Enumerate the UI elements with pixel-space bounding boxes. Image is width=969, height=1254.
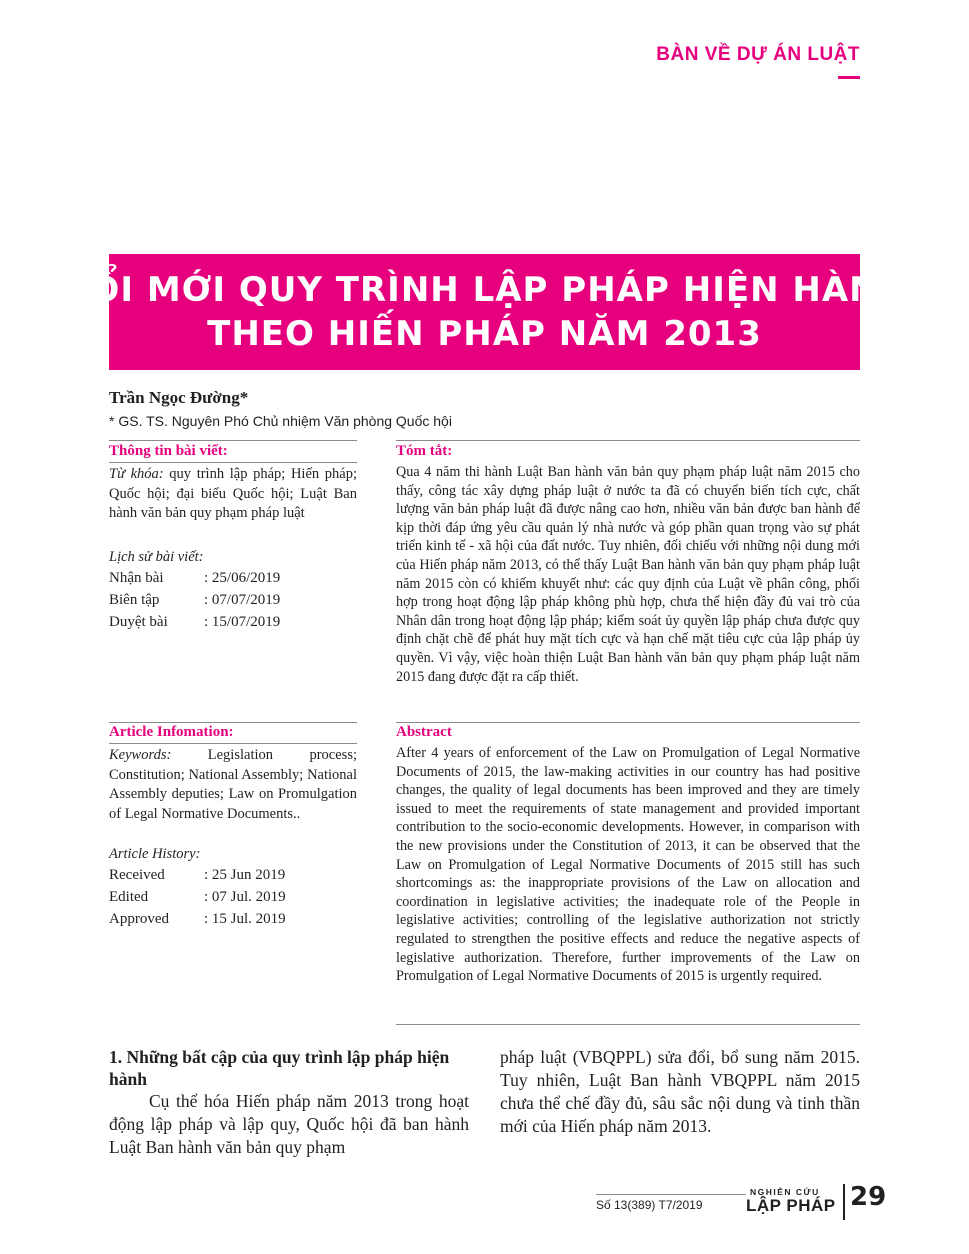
footer-divider [843,1184,845,1220]
divider [109,462,357,463]
page-number: 29 [850,1182,887,1212]
history-row [109,864,357,886]
article-title-line-1: ĐỔI MỚI QUY TRÌNH LẬP PHÁP HIỆN HÀNH [60,270,909,310]
history-row [109,886,357,908]
en-info-heading: Article Infomation: [109,724,234,740]
footer-rule [596,1194,746,1195]
en-history-label: Article History: [109,846,201,862]
en-keywords [109,746,357,824]
en-abstract-heading: Abstract [396,724,452,740]
history-label: Nhận bài [109,570,164,586]
history-label: Edited [109,889,149,905]
issue-number: Số 13(389) T7/2019 [596,1198,703,1212]
vi-keywords-text: quy trình lập pháp; Hiến pháp; Quốc hội; đại biểu Quốc hội; Luật Ban hành văn bản quy phạm pháp luật [109,466,357,521]
body-paragraph-left: Cụ thể hóa Hiến pháp năm 2013 trong hoạt động lập pháp và lập quy, Quốc hội đã ban hành Luật Ban hành văn bản quy phạm [109,1091,469,1157]
journal-logo: LẬP PHÁP [746,1196,836,1215]
history-value: : 07/07/2019 [204,592,281,608]
en-abstract-text: After 4 years of enforcement of the Law on Promulgation of Legal Normative Documents of 2015, the law-making activities in our country has had positive changes, the quality of legal documents has been improved and they are timely issued to meet the requirements of state management and provided important contribution to the socio-economic developments. However, in comparison with the new provisions under the Constitution of 2013, it can be observed that the Law on Promulgation of Legal Normative Documents of 2015 still has such shortcomings as: the inappropriate provisions of the Law on allocation and coordination in legislative activities; the inadequate role of the People in legislative activities; controlling of the legislative authorization not strictly regulated to strengthen the positive effects and reduce the negative aspects of legislative authorization. Therefore, further improvements of the Law on Promulgation of Legal Normative Documents of 2015 is urgently required. [396,745,860,985]
vi-history-list [109,567,357,633]
article-title-box [60,254,909,370]
author-name: Trần Ngọc Đường* [109,388,249,407]
history-row [109,567,357,589]
article-title-line-2: THEO HIẾN PHÁP NĂM 2013 [207,314,762,354]
history-value: : 15/07/2019 [204,614,281,630]
history-label: Duyệt bài [109,614,168,630]
section-heading: 1. Những bất cập của quy trình lập pháp hiện hành [109,1047,450,1089]
section-tag-rule [838,76,860,79]
divider [109,440,357,441]
history-value: : 25 Jun 2019 [204,867,286,883]
en-keywords-text: Legislation process; Constitution; National Assembly; National Assembly deputies; Law on Promulgation of Legal Normative Documents.. [109,747,357,822]
en-keywords-label: Keywords: [109,747,172,763]
history-label: Received [109,867,165,883]
divider [109,722,357,723]
vi-history-label: Lịch sử bài viết: [109,549,204,565]
vi-abstract-text: Qua 4 năm thi hành Luật Ban hành văn bản quy phạm pháp luật năm 2015 cho thấy, công tác xây dựng pháp luật ở nước ta đã có chuyển biến tích cực, chất lượng văn bản pháp luật đã được nâng cao hơn, nhiều văn bản được ban hành để kịp thời đáp ứng yêu cầu quản lý nhà nước và góp phần quan trọng vào sự phát triển kinh tế - xã hội của đất nước. Tuy nhiên, đối chiếu với những nội dung mới của Hiến pháp năm 2013, có thể thấy Luật Ban hành văn bản quy phạm pháp luật năm 2015 còn có khiếm khuyết như: các quy định của Luật về phân công, phối hợp trong hoạt động lập pháp không phù hợp, chưa thể hiện đầy đủ vai trò của Nhân dân trong hoạt động lập pháp; kiểm soát ủy quyền lập pháp chưa được quy định chặt chẽ để phát huy mặt tích cực và hạn chế mặt tiêu cực của lập pháp ủy quyền. Vì vậy, việc hoàn thiện Luật Ban hành văn bản quy phạm pháp luật năm 2015 đang được đặt ra cấp thiết. [396,464,860,685]
vi-keywords [109,465,357,524]
vi-keywords-label: Từ khóa: [109,466,164,482]
vi-abstract-heading: Tóm tắt: [396,443,453,459]
section-tag: BÀN VỀ DỰ ÁN LUẬT [656,44,860,65]
history-label: Biên tập [109,592,160,608]
divider [396,722,860,723]
journal-logo-top: NGHIÊN CỨU [750,1187,820,1197]
en-history-list [109,864,357,930]
divider [396,1024,860,1025]
divider [109,743,357,744]
history-value: : 25/06/2019 [204,570,281,586]
history-row [109,611,357,633]
history-label: Approved [109,911,169,927]
history-value: : 07 Jul. 2019 [204,889,286,905]
history-value: : 15 Jul. 2019 [204,911,286,927]
author-affiliation: * GS. TS. Nguyên Phó Chủ nhiệm Văn phòng Quốc hội [109,413,452,429]
body-paragraph-right: pháp luật (VBQPPL) sửa đổi, bổ sung năm 2015. Tuy nhiên, Luật Ban hành VBQPPL năm 2015 chưa thể chế đầy đủ, sâu sắc nội dung và tinh thần mới của Hiến pháp năm 2013. [500,1047,860,1136]
vi-info-heading: Thông tin bài viết: [109,443,228,459]
history-row [109,589,357,611]
divider [396,440,860,441]
history-row [109,908,357,930]
